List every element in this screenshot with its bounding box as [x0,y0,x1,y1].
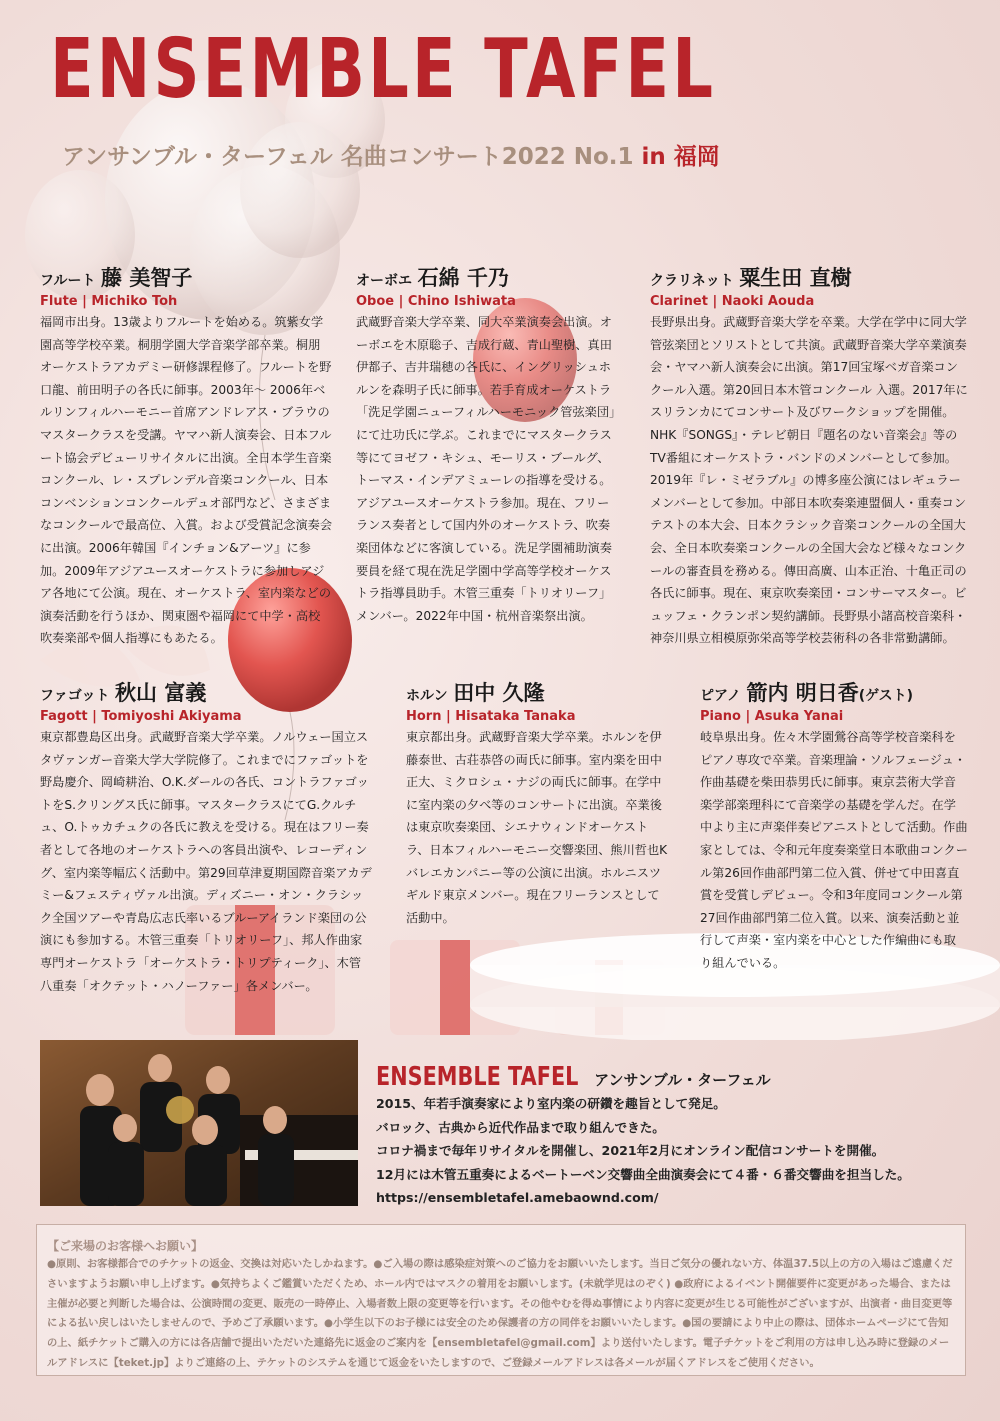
musician-heading [650,262,968,292]
ensemble-about [376,1062,976,1210]
musician-name: 粟生田 直樹 [739,266,852,290]
musician-heading [40,262,332,292]
musician-bio: 東京都出身。武蔵野音楽大学卒業。ホルンを伊藤泰世、古荘恭啓の両氏に師事。室内楽を田中正大、ミクロシュ・ナジの両氏に師事。在学中に室内楽の夕べ等のコンサートに出演。卒業後は東京吹奏楽団、シエナウィンドオーケストラ、日本フィルハーモニー交響楽団、熊川哲也Kバレエカンパニー等の公演に出演。ホルニスツギルド東京メンバー。現在フリーランスとして活動中。 [406,730,668,925]
musician-name: 田中 久隆 [453,681,545,705]
instrument-label: ホルン [406,688,448,704]
musician-bio: 武蔵野音楽大学卒業、同大卒業演奏会出演。オーボエを木原聡子、吉成行蔵、青山聖樹、真田伊都子、吉井瑞穂の各氏に、イングリッシュホルンを森明子氏に師事。若手育成オーケストラ「洗足学園ニューフィルハーモニック管弦楽団」にて辻功氏に学ぶ。これまでにマスタークラス等にてヨゼフ・キシュ、モーリス・ブールグ、トーマス・インデアミューレの指導を受ける。アジアユースオーケストラ参加。現在、フリーランス奏者として国内外のオーケストラ、吹奏楽団体などに客演している。洗足学園補助演奏要員を経て現在洗足学園中学高等学校オーケストラ指導員助手。木管三重奏「トリオリーフ」メンバー。2022年中国・杭州音楽祭出演。 [356,315,616,623]
notice-title: 【ご来場のお客様へお願い】 [47,1239,204,1253]
about-heading [376,1062,976,1092]
about-title-jp: アンサンブル・ターフェル [594,1071,771,1089]
musician-name-en: Clarinet | Naoki Aouda [650,294,815,309]
musician-name-en: Flute | Michiko Toh [40,294,178,309]
subtitle-main: アンサンブル・ターフェル 名曲コンサート2022 No.1 [62,144,642,170]
instrument-label: ファゴット [40,688,110,704]
musician-name: 箭内 明日香 [746,681,859,705]
about-line: 2015、年若手演奏家により室内楽の研鑽を趣旨として発足。 [376,1096,726,1111]
musician-name-en: Fagott | Tomiyoshi Akiyama [40,709,242,724]
musician-heading [40,677,372,707]
musician-heading [406,677,668,707]
notice-body: ●原則、お客様都合でのチケットの返金、交換は対応いたしかねます。●ご入場の際は感染症対策へのご協力をお願いいたします。当日ご気分の優れない方、体温37.5以上の方の入場はご遠慮くださいますようお願い申し上げます。●気持ちよくご鑑賞いただくため、ホール内ではマスクの着用をお願いします。(未就学児はのぞく) ●政府によるイベント開催要件に変更があった場合、または主催が必要と判断した場合は、公演時間の変更、販売の一時停止、入場者数上限の変更等を行います。その他やむを得ぬ事情により内容に変更が生じる可能性がございますが、出演者・曲目変更等による払い戻しはいたしませんので、予めご了承願います。●小学生以下のお子様には安全のため保護者の方の同伴をお願いいたします。●国の要請により中止の際は、団体ホームページにて告知の上、紙チケットご購入の方には各店舗で提出いただいた連絡先に返金のご案内を【ensembletafel@gmail.com】より送付いたします。電子チケットをご利用の方は申し込み時に登録のメールアドレスに【teket.jp】よりご連絡の上、テケットのシステムを通じて返金をいたしますので、ご登録メールアドレスは各メールが届くアドレスをご使用ください。 [47,1258,953,1369]
musician-name: 石綿 千乃 [417,266,509,290]
musician-bio: 長野県出身。武蔵野音楽大学を卒業。大学在学中に同大学管弦楽団とソリストとして共演。武蔵野音楽大学卒業演奏会・ヤマハ新人演奏会に出演。第17回宝塚ベガ音楽コンクール入選。第20回日本木管コンクール 入選。2017年にスリランカにてコンサート及びワークショップを開催。NHK『SONGS』・テレビ朝日『題名のない音楽会』等のTV番組にオーケストラ・バンドのメンバーとして参加。2019年『レ・ミゼラブル』の博多座公演にはレギュラーメンバーとして参加。中部日本吹奏楽連盟個人・重奏コンテストの本大会、日本クラシック音楽コンクールの全国大会、全日本吹奏楽コンクールの全国大会など様々なコンクールの審査員を務める。傳田高廣、山本正治、十亀正司の各氏に師事。現在、東京吹奏楽団・コンサーマスター。ビュッフェ・クランポン契約講師。長野県小諸高校音楽科・神奈川県立相模原弥栄高等学校芸術科の各非常勤講師。 [650,315,968,646]
musician-horn [406,677,668,929]
musician-name-en: Horn | Hisataka Tanaka [406,709,576,724]
subtitle-place: in 福岡 [641,144,720,170]
musician-fagott [40,677,372,997]
about-line: コロナ禍まで毎年リサイタルを開催し、2021年2月にオンライン配信コンサートを開催。 [376,1143,885,1159]
musician-bio: 東京都豊島区出身。武蔵野音楽大学卒業。ノルウェー国立スタヴァンガー音楽大学大学院修了。これまでにファゴットを野島慶介、岡崎耕治、O.K.ダールの各氏、コントラファゴットをS.クリングス氏に師事。マスタークラスにてG.クルチュ、O.トゥカチュクの各氏に教えを受ける。現在はフリー奏者として各地のオーケストラへの客員出演や、レコーディング、室内楽等幅広く活動中。第29回草津夏期国際音楽アカデミー&フェスティヴァル出演。ディズニー・オン・クラシック全国ツアーや青島広志氏率いるブルーアイランド楽団の公演にも参加する。木管三重奏「トリオリーフ」、邦人作曲家専門オーケストラ「オーケストラ・トリプティーク」、木管八重奏「オクテット・ハノーファー」各メンバー。 [40,730,372,993]
instrument-label: オーボエ [356,273,412,289]
group-photo-icon [40,1040,358,1206]
musician-name: 藤 美智子 [101,266,193,290]
notice-box [36,1224,966,1376]
musician-piano [700,677,968,975]
about-line: 12月には木管五重奏によるベートーベン交響曲全曲演奏会にて４番・６番交響曲を担当した。 [376,1166,910,1182]
page-title: ENSEMBLE TAFEL [50,22,717,117]
about-line: バロック、古典から近代作品まで取り組んできた。 [376,1119,665,1135]
musician-heading [700,677,968,707]
instrument-label: フルート [40,273,96,289]
page-subtitle [62,138,720,171]
musician-flute [40,262,332,650]
instrument-label: ピアノ [700,688,741,704]
guest-label: (ゲスト) [858,688,914,704]
musician-oboe [356,262,618,627]
website-link[interactable]: https://ensembletafel.amebaownd.com/ [376,1190,659,1206]
musician-name: 秋山 富義 [115,681,207,705]
musician-heading [356,262,618,292]
musician-name-en: Oboe | Chino Ishiwata [356,294,516,309]
about-title-en: ENSEMBLE TAFEL [376,1062,579,1092]
musician-clarinet [650,262,968,650]
musician-name-en: Piano | Asuka Yanai [700,709,844,724]
musician-bio: 福岡市出身。13歳よりフルートを始める。筑紫女学園高等学校卒業。桐朋学園大学音楽学部卒業。桐朋オーケストラアカデミー研修課程修了。フルートを野口龍、前田明子の各氏に師事。2003年～ 2006年ベルリンフィルハーモニー首席アンドレアス・ブラウのマスタークラスを受講。ヤマハ新人演奏会、日本フルート協会デビューリサイタルに出演。全日本学生音楽コンクール、レ・スプレンデル音楽コンクール、日本コンベンションコンクールデュオ部門など、さまざまなコンクールで最高位、入賞。および受賞記念演奏会に出演。2006年韓国『インチョン&アーツ』に参加。2009年アジアユースオーケストラに参加しアジア各地にて公演。現在、オーケストラ、室内楽などの演奏活動を行うほか、関東圏や福岡にて中学・高校吹奏楽部や個人指導にもあたる。 [40,315,333,646]
ensemble-photo [40,1040,358,1206]
instrument-label: クラリネット [650,273,734,289]
musician-bio: 岐阜県出身。佐々木学園鶯谷高等学校音楽科をピアノ専攻で卒業。音楽理論・ソルフェージュ・作曲基礎を柴田恭男氏に師事。東京芸術大学音楽学部楽理科にて音楽学の基礎を学んだ。在学中より主に声楽伴奏ピアニストとして活動。作曲家としては、令和元年度奏楽堂日本歌曲コンクール第26回作曲部門第二位入賞、併せて中田喜直賞を受賞しデビュー。令和3年度同コンクール第27回作曲部門第二位入賞。以来、演奏活動と並行して声楽・室内楽を中心とした作編曲にも取り組んでいる。 [700,730,968,970]
